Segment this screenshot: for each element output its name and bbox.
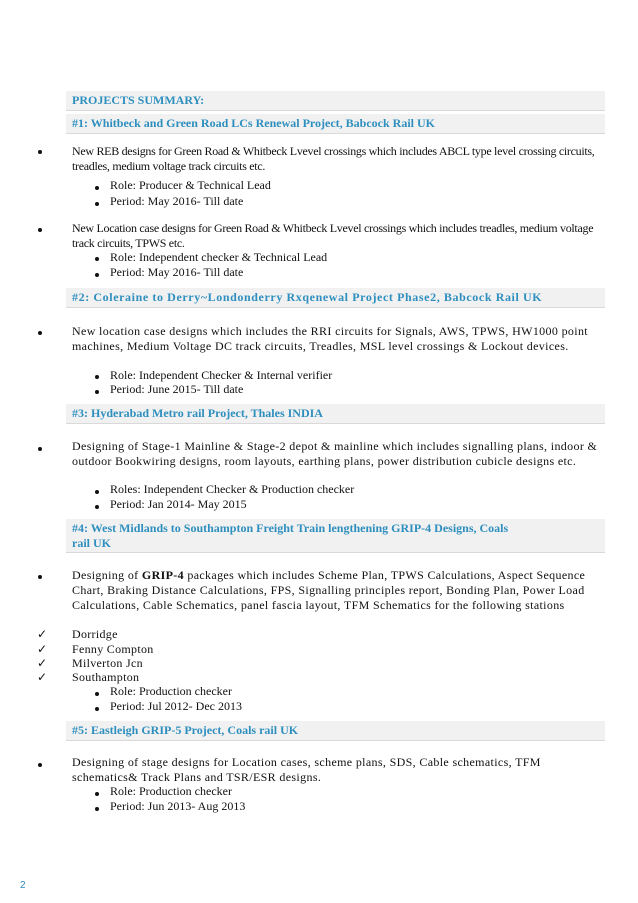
bullet-icon bbox=[95, 390, 99, 394]
project-5-item-1-period: Period: Jun 2013- Aug 2013 bbox=[110, 799, 246, 813]
bullet-icon bbox=[95, 202, 99, 206]
project-5-heading: #5: Eastleigh GRIP-5 Project, Coals rail UK bbox=[72, 723, 299, 737]
station-item: Dorridge bbox=[72, 627, 118, 641]
bullet-icon bbox=[95, 692, 99, 696]
page-number: 2 bbox=[20, 880, 26, 891]
project-4-item-rest: packages which includes Scheme Plan, TPWS Calculations, Aspect Sequence Chart, Braking Distance Calculations, FPS, Signalling principles report, Bonding Plan, Power Load Calculations, Cable Schematics, panel fascia layout, TFM Schematics for the following stations bbox=[72, 568, 586, 612]
project-1-item-2-period: Period: May 2016- Till date bbox=[110, 265, 244, 279]
project-4-heading: #4: West Midlands to Southampton Freight Train lengthening GRIP-4 Designs, Coals bbox=[72, 521, 509, 535]
project-3-item-1-role: Roles: Independent Checker & Production checker bbox=[110, 482, 355, 496]
station-item: Southampton bbox=[72, 670, 140, 684]
project-3-item-1-period: Period: Jan 2014- May 2015 bbox=[110, 497, 247, 511]
bullet-icon bbox=[95, 792, 99, 796]
project-4-item-prefix: Designing of bbox=[72, 568, 142, 582]
bullet-icon bbox=[95, 273, 99, 277]
project-1-item-2-role: Role: Independent checker & Technical Lead bbox=[110, 250, 328, 264]
project-1-item-1: New REB designs for Green Road & Whitbeck Lvevel crossings which includes ABCL type level crossing circuits, treadles, medium voltage track circuits etc. bbox=[72, 144, 595, 173]
project-5-item-1: Designing of stage designs for Location cases, scheme plans, SDS, Cable schematics, TFM schematics& Track Plans and TSR/ESR designs. bbox=[72, 755, 541, 784]
project-3-heading: #3: Hyderabad Metro rail Project, Thales INDIA bbox=[72, 406, 323, 420]
bullet-icon bbox=[95, 807, 99, 811]
checkmark-icon: ✓ bbox=[37, 642, 48, 656]
bullet-icon bbox=[38, 763, 42, 767]
bullet-icon bbox=[38, 150, 42, 154]
project-1-item-1-role: Role: Producer & Technical Lead bbox=[110, 178, 271, 192]
checkmark-icon: ✓ bbox=[37, 627, 48, 641]
project-1-heading: #1: Whitbeck and Green Road LCs Renewal Project, Babcock Rail UK bbox=[72, 116, 435, 130]
project-3-item-1: Designing of Stage-1 Mainline & Stage-2 depot & mainline which includes signalling plans, indoor & outdoor Bookwiring designs, room layouts, earthing plans, power distribution cubicle designs etc. bbox=[72, 439, 598, 468]
bullet-icon bbox=[95, 490, 99, 494]
bullet-icon bbox=[95, 375, 99, 379]
project-1-item-2: New Location case designs for Green Road & Whitbeck Lvevel crossings which includes treadles, medium voltage track circuits, TPWS etc. bbox=[72, 221, 594, 250]
project-2-item-1: New location case designs which includes the RRI circuits for Signals, AWS, TPWS, HW1000 point machines, Medium Voltage DC track circuits, Treadles, MSL level crossings & Lockout devices. bbox=[72, 324, 588, 353]
bullet-icon bbox=[38, 331, 42, 335]
project-2-item-1-period: Period: June 2015- Till date bbox=[110, 382, 244, 396]
checkmark-icon: ✓ bbox=[37, 670, 48, 684]
bullet-icon bbox=[38, 575, 42, 579]
bullet-icon bbox=[95, 186, 99, 190]
bullet-icon bbox=[95, 707, 99, 711]
project-4-item-1 bbox=[72, 568, 604, 613]
project-2-item-1-role: Role: Independent Checker & Internal verifier bbox=[110, 368, 333, 382]
project-4-heading-line-2: rail UK bbox=[72, 536, 111, 550]
bullet-icon bbox=[95, 505, 99, 509]
project-1-item-1-period: Period: May 2016- Till date bbox=[110, 194, 244, 208]
station-item: Fenny Compton bbox=[72, 642, 154, 656]
project-5-item-1-role: Role: Production checker bbox=[110, 784, 232, 798]
project-4-role: Role: Production checker bbox=[110, 684, 232, 698]
project-4-period: Period: Jul 2012- Dec 2013 bbox=[110, 699, 242, 713]
bullet-icon bbox=[38, 447, 42, 451]
project-4-item-bold: GRIP-4 bbox=[141, 568, 184, 582]
page-title: PROJECTS SUMMARY: bbox=[72, 93, 205, 107]
station-item: Milverton Jcn bbox=[72, 656, 143, 670]
bullet-icon bbox=[95, 257, 99, 261]
project-2-heading: #2: Coleraine to Derry~Londonderry Rxqenewal Project Phase2, Babcock Rail UK bbox=[72, 290, 543, 304]
bullet-icon bbox=[38, 228, 42, 232]
checkmark-icon: ✓ bbox=[37, 656, 48, 670]
